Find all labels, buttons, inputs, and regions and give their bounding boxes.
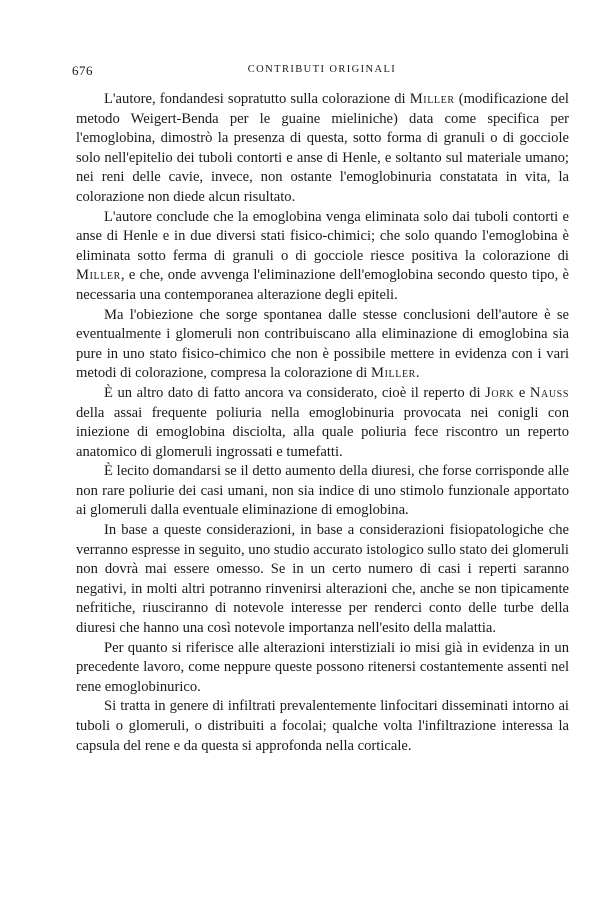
cited-author: Nauss: [529, 384, 569, 401]
paragraph: [76, 384, 569, 462]
text-run: , e che, onde avvenga l'eliminazione dell'emoglobina secondo questo tipo, è necessaria una contemporanea alterazione degli epiteli.: [76, 267, 569, 303]
text-run: .: [415, 365, 420, 382]
page-header: [72, 63, 572, 81]
text-run: L'autore conclude che la emoglobina venga eliminata solo dai tuboli contorti e anse di Henle e in due diversi stati fisico-chimici; che solo quando l'emoglobina è eliminata sotto ferma di granuli o di gocciole riesce positiva la colorazione di: [76, 208, 569, 264]
text-run: della assai frequente poliuria nella emoglobinuria provocata nei conigli con iniezione di emoglobina disciolta, alla quale poliuria fece riscontro un reperto anatomico di glomeruli ingrossati e tumefatti.: [76, 404, 569, 460]
paragraph: [76, 639, 569, 698]
paragraph: [76, 90, 569, 208]
text-run: In base a queste considerazioni, in base a considerazioni fisiopatologiche che verranno espresse in seguito, uno studio accurato istologico sullo stato dei glomeruli non dovrà mai essere omesso. Se in un certo numero di casi i reperti saranno negativi, in molti altri potranno rinvenirsi alterazioni che, anche se non tipicamente nefritiche, riusciranno di notevole interesse per renderci conto delle turbe della diuresi che hanno una così notevole importanza nell'esito della malattia.: [76, 522, 569, 637]
paragraph: [76, 697, 569, 756]
text-run: Per quanto si riferisce alle alterazioni interstiziali io misi già in evidenza in un precedente lavoro, come neppure queste possono ritenersi costantemente assenti nel rene emoglobinurico.: [76, 639, 569, 695]
text-run: Ma l'obiezione che sorge spontanea dalle stesse conclusioni dell'autore è se eventualmente i glomeruli non contribuiscano alla eliminazione di emoglobina sia pure in uno stato fisico-chimico che non è possibile mettere in evidenza con i vari metodi di colorazione, compresa la colorazione di: [76, 306, 569, 382]
cited-author: Miller: [76, 267, 121, 284]
text-run: e: [514, 384, 530, 401]
paragraph: [76, 306, 569, 384]
text-run: L'autore, fondandesi sopratutto sulla colorazione di: [104, 91, 410, 107]
cited-author: Jork: [485, 384, 515, 401]
paragraph: [76, 208, 569, 306]
cited-author: Miller: [409, 91, 455, 107]
text-run: È un altro dato di fatto ancora va considerato, cioè il reperto di: [104, 384, 486, 401]
paragraph: [76, 462, 569, 521]
text-run: (modificazione del metodo Weigert-Benda per le guaine mieliniche) data come specifica per l'emoglobina, dimostrò la presenza di questa, sotto forma di granuli o di gocciole solo nell'epitelio dei tuboli contorti e anse di Henle, e soltanto sul materiale umano; nei reni delle cavie, invece, non ostante l'emoglobinuria constatata in vita, la colorazione non diede alcun risultato.: [76, 91, 569, 205]
text-run: Si tratta in genere di infiltrati prevalentemente linfocitari disseminati intorno ai tuboli o glomeruli, o distribuiti a focolai; qualche volta l'infiltrazione interessa la capsula del rene e da questa si approfonda nella corticale.: [76, 698, 569, 754]
running-title: CONTRIBUTI ORIGINALI: [247, 64, 397, 75]
cited-author: Miller: [371, 365, 416, 382]
text-run: È lecito domandarsi se il detto aumento della diuresi, che forse corrisponde alle non rare poliurie dei casi umani, non sia indice di uno stimolo funzionale apportato ai glomeruli dalla eventuale eliminazione di emoglobina.: [76, 463, 569, 519]
body-text: [76, 90, 569, 756]
paragraph: [76, 521, 569, 639]
page-number: 676: [72, 63, 93, 78]
